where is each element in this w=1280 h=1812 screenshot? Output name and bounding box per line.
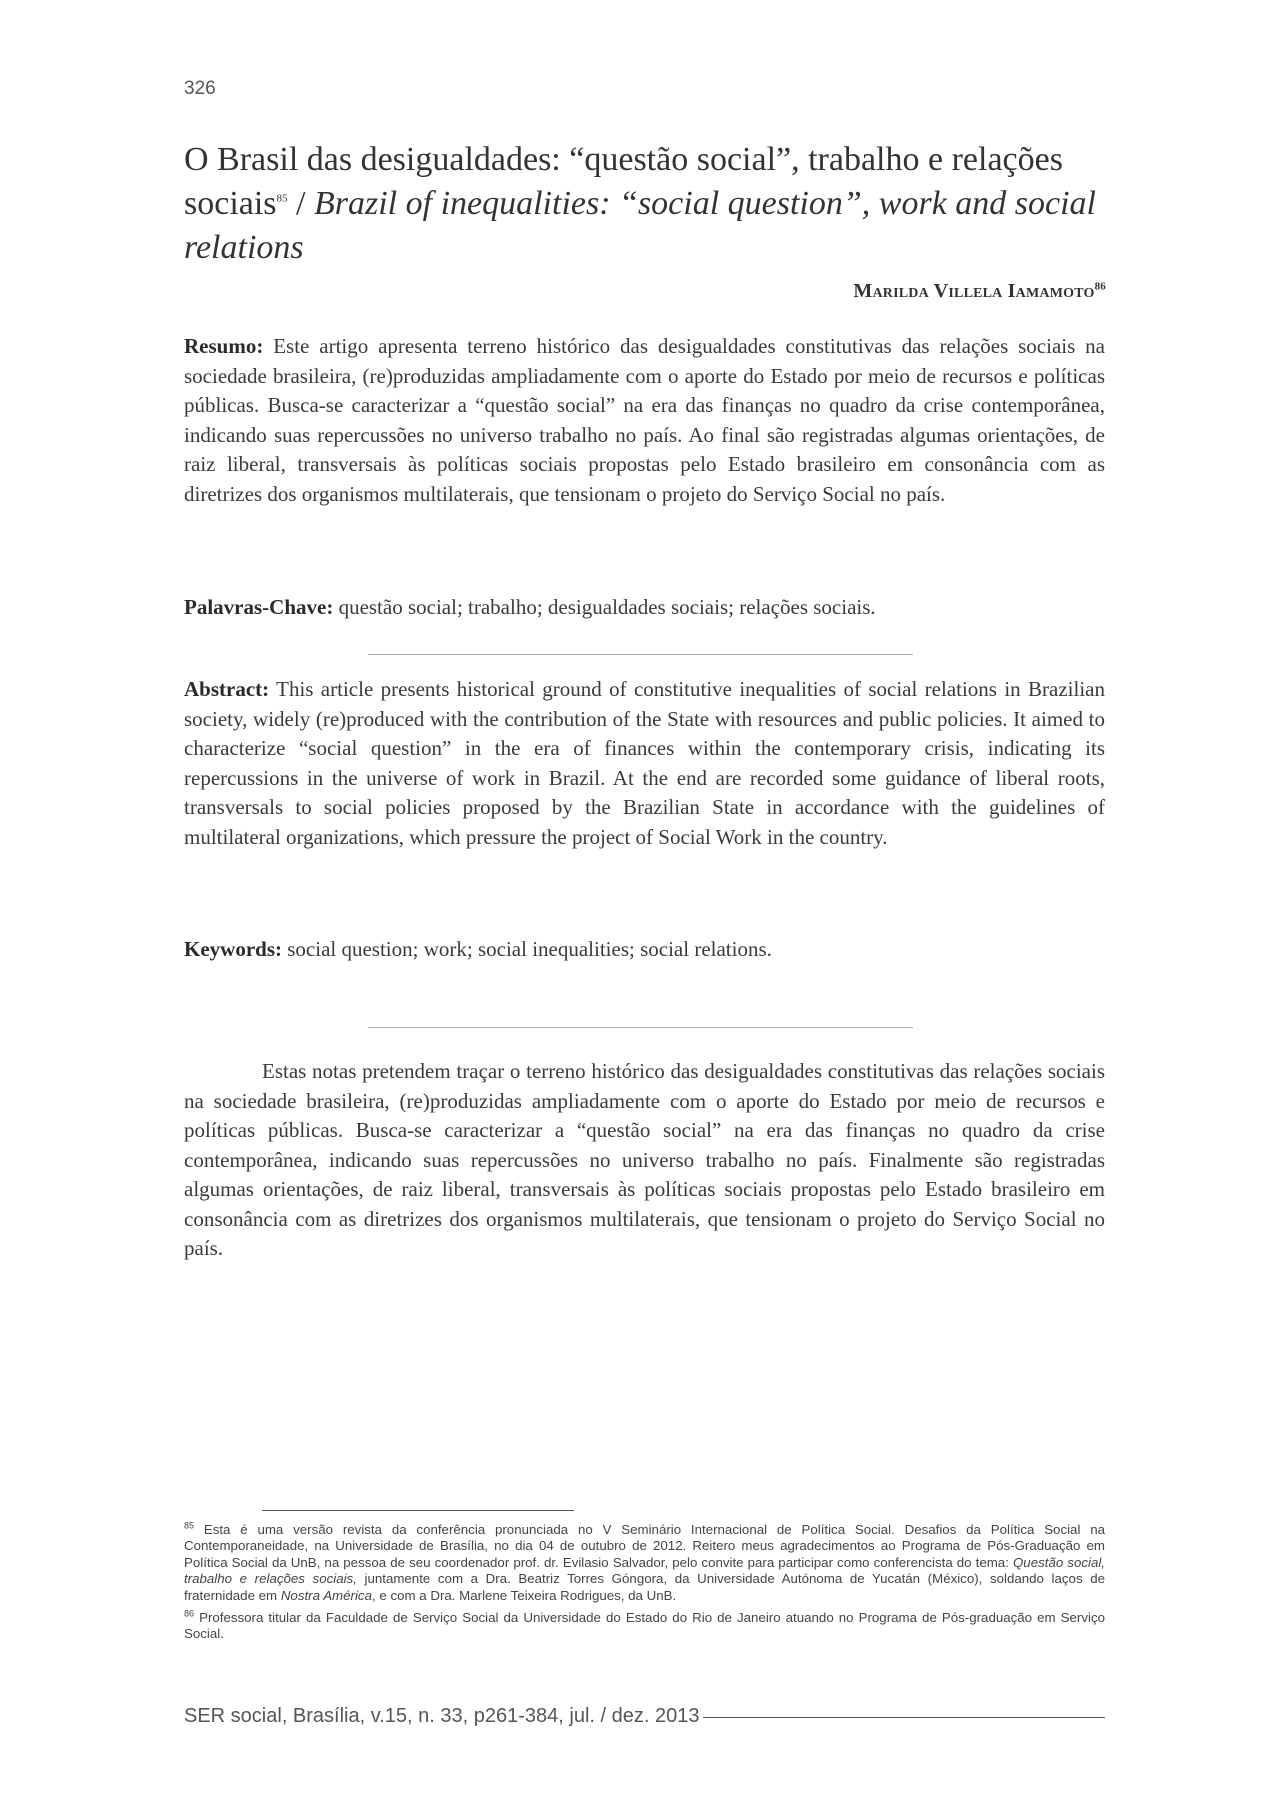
page-footer [184,1705,1105,1728]
title-separator: / [287,185,314,222]
article-title [184,138,1114,270]
footnote-number: 86 [184,1608,195,1619]
body-paragraph: Estas notas pretendem traçar o terreno histórico das desigualdades constitutivas das relações sociais na sociedade brasileira, (re)produzidas ampliadamente com o aporte do Estado por meio de recursos e políticas públicas. Busca-se caracterizar a “questão social” na era das finanças no quadro da crise contemporânea, indicando suas repercussões no universo trabalho no país. Finalmente são registradas algumas orientações, de raiz liberal, transversais às políticas sociais propostas pelo Estado brasileiro em consonância com as diretrizes dos organismos multilaterais, que tensionam o projeto do Serviço Social no país. [184,1059,1105,1260]
footnote-italic: Nostra América [280,1587,372,1603]
section-divider [368,654,913,655]
resumo-label: Resumo: [184,334,264,358]
footnote-rule [262,1510,574,1511]
resumo-text: Este artigo apresenta terreno histórico das desigualdades constitutivas das relações sociais na sociedade brasileira, (re)produzidas ampliadamente com o aporte do Estado por meio de recursos e políticas públicas. Busca-se caracterizar a “questão social” na era das finanças no quadro da crise contemporânea, indicando suas repercussões no universo trabalho no país. Ao final são registradas algumas orientações, de raiz liberal, transversais às políticas sociais propostas pelo Estado brasileiro em consonância com as diretrizes dos organismos multilaterais, que tensionam o projeto do Serviço Social no país. [184,334,1105,506]
keywords-label: Keywords: [184,937,282,961]
author-name-text: Marilda Villela Iamamoto [853,280,1095,302]
footnote-text: juntamente com a Dra. Beatriz Torres Góngora, da Universidade Autónoma de Yucatán (México), soldando laços de fraternidade em [184,1571,1105,1603]
footnote-text: Professora titular da Faculdade de Serviço Social da Universidade do Estado do Rio de Janeiro atuando no Programa de Pós-graduação em Serviço Social. [184,1610,1105,1642]
footnote-number: 85 [184,1520,195,1531]
author-footnote-ref[interactable]: 86 [1094,280,1106,293]
author-name [853,280,1106,303]
title-footnote-ref[interactable]: 85 [276,192,288,205]
footer-rule [703,1717,1105,1718]
footnote-86 [184,1610,1105,1643]
section-divider [368,1027,913,1028]
keywords-text: social question; work; social inequalities; social relations. [282,937,772,961]
footnote-text: , e com a Dra. Marlene Teixeira Rodrigues, da UnB. [371,1587,677,1603]
title-portuguese: O Brasil das desigualdades: “questão social”, trabalho e relações sociais [184,141,1063,222]
palavras-chave-label: Palavras-Chave: [184,595,334,619]
abstract-section [184,675,1105,852]
title-english: Brazil of inequalities: “social question”, work and social relations [184,185,1096,266]
footnote-italic: Questão social, trabalho e relações sociais, [184,1554,1105,1587]
resumo-section [184,332,1105,509]
keywords-section [184,935,1105,965]
footnote-85 [184,1522,1105,1604]
footnotes [184,1522,1105,1649]
journal-citation: SER social, Brasília, v.15, n. 33, p261-384, jul. / dez. 2013 [184,1705,700,1727]
abstract-text: This article presents historical ground of constitutive inequalities of social relations in Brazilian society, widely (re)produced with the contribution of the State with resources and public policies. It aimed to characterize “social question” in the era of finances within the contemporary crisis, indicating its repercussions in the universe of work in Brazil. At the end are recorded some guidance of liberal roots, transversals to social policies proposed by the Brazilian State in accordance with the guidelines of multilateral organizations, which pressure the project of Social Work in the country. [184,677,1105,849]
page-number: 326 [184,78,216,99]
palavras-chave-text: questão social; trabalho; desigualdades sociais; relações sociais. [333,595,876,619]
abstract-label: Abstract: [184,677,270,701]
palavras-chave-section [184,593,1105,623]
footnote-text: Esta é uma versão revista da conferência pronunciada no V Seminário Internacional de Política Social. Desafios da Política Social na Contemporaneidade, na Universidade de Brasília, no dia 04 de outubro de 2012. Reitero meus agradecimentos ao Programa de Pós-Graduação em Política Social da UnB, na pessoa de seu coordenador prof. dr. Evilasio Salvador, pelo convite para participar como conferencista do tema: [184,1522,1105,1570]
